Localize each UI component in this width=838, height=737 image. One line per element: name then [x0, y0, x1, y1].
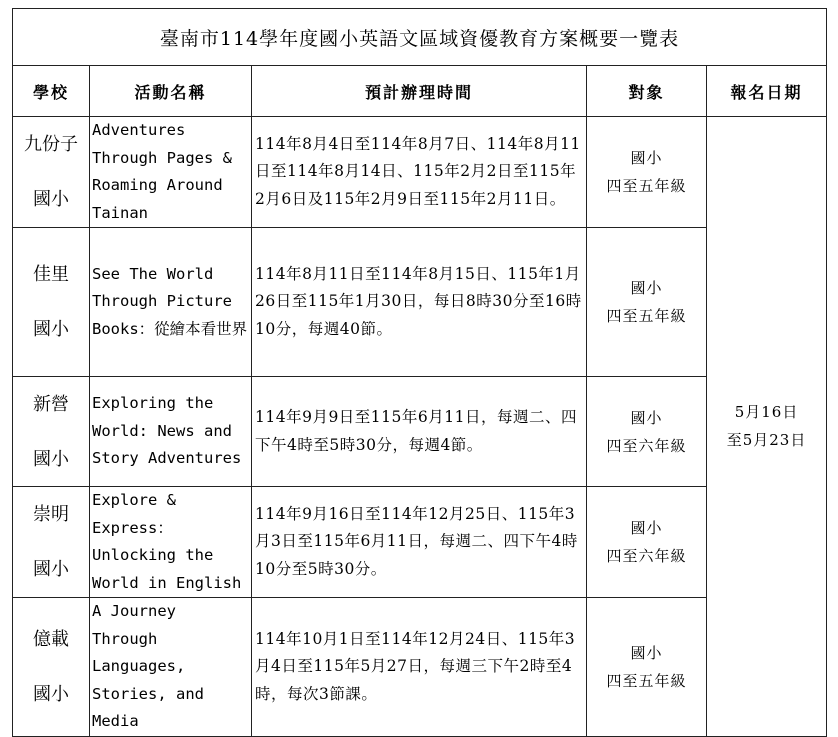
- school-type: 國小: [33, 448, 69, 470]
- school-type: 國小: [33, 189, 69, 210]
- target-cell: [587, 598, 707, 737]
- activity-name: Exploring the World: News and Story Adventures: [90, 377, 252, 487]
- header-target: 對象: [587, 66, 707, 117]
- header-signup-date: 報名日期: [707, 66, 827, 117]
- table-title: 臺南市114學年度國小英語文區域資優教育方案概要一覽表: [13, 9, 827, 66]
- school-type: 國小: [33, 559, 69, 580]
- target-grades: 四至六年級: [606, 436, 687, 455]
- program-overview-table: [12, 8, 827, 737]
- school-type: 國小: [33, 319, 69, 340]
- target-grades: 四至五年級: [606, 671, 687, 690]
- activity-name: Adventures Through Pages & Roaming Around Tainan: [90, 117, 252, 228]
- signup-date-start: 5月16日: [734, 403, 799, 422]
- scheduled-time: 114年9月16日至114年12月25日、115年3月3日至115年6月11日，每週二、四下午4時10分至5時30分。: [252, 487, 587, 598]
- target-level: 國小: [630, 279, 663, 297]
- activity-name: Explore & Express： Unlocking the World in English: [90, 487, 252, 598]
- school-name: 九份子: [24, 134, 78, 155]
- school-name: 崇明: [33, 504, 69, 525]
- target-cell: [587, 228, 707, 377]
- signup-date-end: 至5月23日: [726, 431, 807, 450]
- school-name: 新營: [33, 393, 69, 415]
- target-level: 國小: [630, 519, 663, 537]
- program-overview-document: [12, 8, 826, 730]
- scheduled-time: 114年8月4日至114年8月7日、114年8月11日至114年8月14日、115年2月2日至115年2月6日及115年2月9日至115年2月11日。: [252, 117, 587, 228]
- activity-name: A Journey Through Languages, Stories, and Media: [90, 598, 252, 737]
- scheduled-time: 114年8月11日至114年8月15日、115年1月26日至115年1月30日，每日8時30分至16時10分，每週40節。: [252, 228, 587, 377]
- table-row: [13, 598, 827, 737]
- header-school: 學校: [13, 66, 90, 117]
- activity-name: See The World Through Picture Books：從繪本看世界: [90, 228, 252, 377]
- school-cell: [13, 598, 90, 737]
- table-row: [13, 487, 827, 598]
- target-level: 國小: [630, 149, 663, 167]
- header-activity: 活動名稱: [90, 66, 252, 117]
- scheduled-time: 114年9月9日至115年6月11日，每週二、四下午4時至5時30分，每週4節。: [252, 377, 587, 487]
- header-time: 預計辦理時間: [252, 66, 587, 117]
- target-grades: 四至六年級: [606, 547, 687, 565]
- school-name: 佳里: [33, 264, 69, 285]
- signup-date-cell: [707, 117, 827, 737]
- target-cell: [587, 117, 707, 228]
- school-type: 國小: [33, 683, 69, 705]
- school-cell: [13, 228, 90, 377]
- target-grades: 四至五年級: [606, 307, 687, 325]
- target-cell: [587, 377, 707, 487]
- table-row: [13, 228, 827, 377]
- target-level: 國小: [630, 408, 663, 427]
- target-cell: [587, 487, 707, 598]
- school-name: 億載: [33, 628, 69, 650]
- target-level: 國小: [630, 643, 663, 662]
- school-cell: [13, 487, 90, 598]
- school-cell: [13, 117, 90, 228]
- header-row: [13, 66, 827, 117]
- table-row: [13, 117, 827, 228]
- school-cell: [13, 377, 90, 487]
- table-row: [13, 377, 827, 487]
- scheduled-time: 114年10月1日至114年12月24日、115年3月4日至115年5月27日，每週三下午2時至4時，每次3節課。: [252, 598, 587, 737]
- target-grades: 四至五年級: [606, 177, 687, 195]
